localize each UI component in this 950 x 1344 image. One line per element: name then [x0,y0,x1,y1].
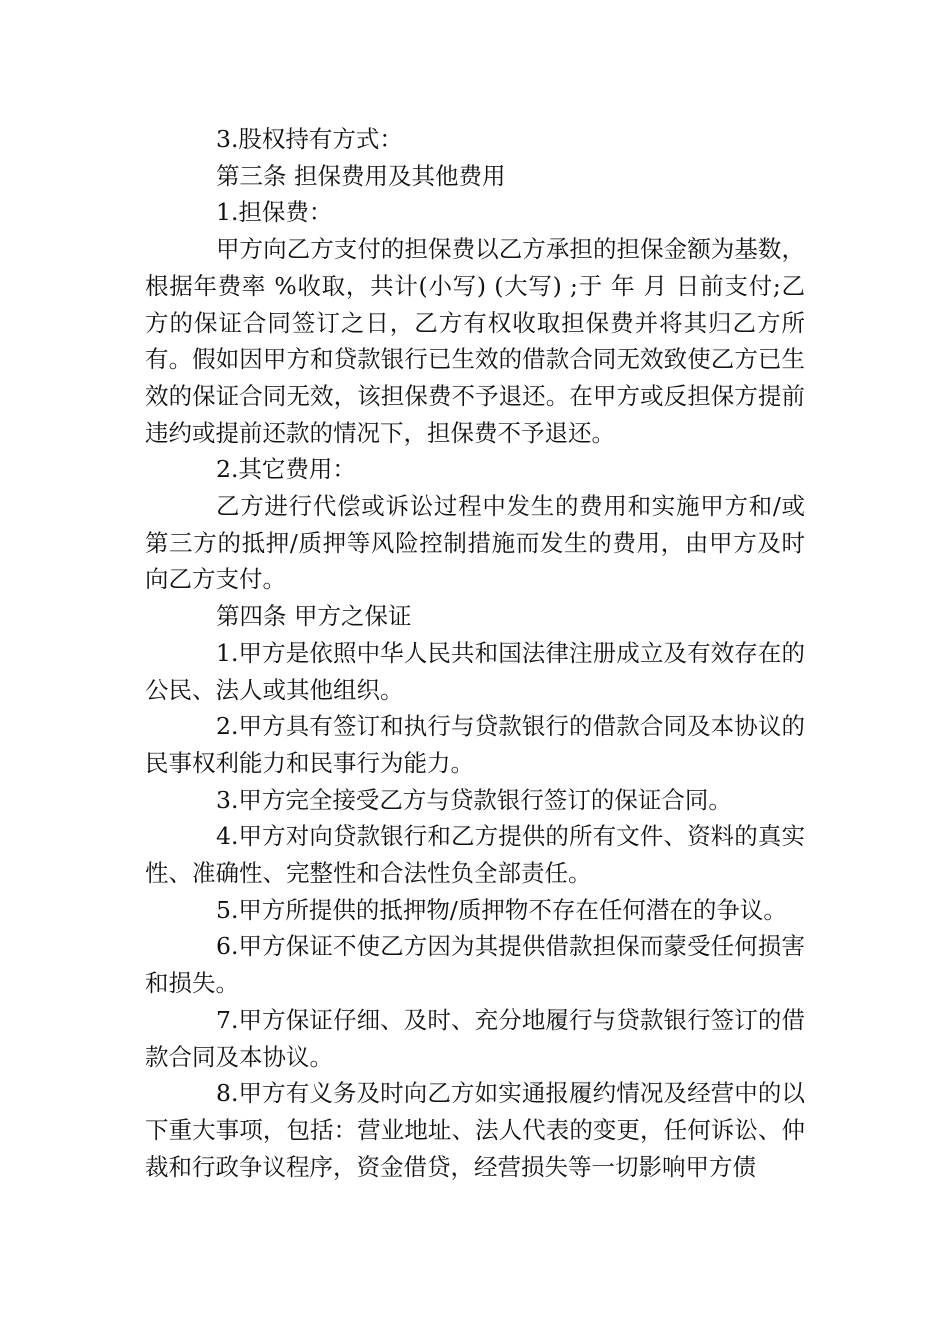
warranty-item-8: 8.甲方有义务及时向乙方如实通报履约情况及经营中的以下重大事项，包括：营业地址、法人代表的变更，任何诉讼、仲裁和行政争议程序，资金借贷，经营损失等一切影响甲方债 [145,1079,805,1181]
guarantee-fee-heading: 1.担保费： [216,198,333,227]
warranty-item-5: 5.甲方所提供的抵押物/质押物不存在任何潜在的争议。 [216,895,787,924]
warranty-item-1: 1.甲方是依照中华人民共和国法律注册成立及有效存在的公民、法人或其他组织。 [145,638,805,704]
guarantee-fee-paragraph: 甲方向乙方支付的担保费以乙方承担的担保金额为基数，根据年费率 %收取，共计(小写) (大写) ;于 年 月 日前支付;乙方的保证合同签订之日，乙方有权收取担保费并将其归乙方所有。假如因甲方和贷款银行已生效的借款合同无效致使乙方已生效的保证合同无效，该担保费不予退还。在甲方或反担保方提前违约或提前还款的情况下，担保费不予退还。 [145,235,805,447]
other-fees-heading: 2.其它费用： [216,455,356,484]
article-4-heading: 第四条 甲方之保证 [216,602,412,631]
warranty-item-7: 7.甲方保证仔细、及时、充分地履行与贷款银行签订的借款合同及本协议。 [145,1005,805,1071]
warranty-item-3: 3.甲方完全接受乙方与贷款银行签订的保证合同。 [216,785,732,814]
document-body [145,121,805,1185]
warranty-item-6: 6.甲方保证不使乙方因为其提供借款担保而蒙受任何损害和损失。 [145,932,805,998]
warranty-item-4: 4.甲方对向贷款银行和乙方提供的所有文件、资料的真实性、准确性、完整性和合法性负全部责任。 [145,822,805,888]
warranty-item-2: 2.甲方具有签订和执行与贷款银行的借款合同及本协议的民事权利能力和民事行为能力。 [145,712,805,777]
other-fees-paragraph: 乙方进行代偿或诉讼过程中发生的费用和实施甲方和/或第三方的抵押/质押等风险控制措施而发生的费用，由甲方及时向乙方支付。 [145,492,805,594]
clause-equity-holding-method: 3.股权持有方式： [216,125,403,153]
article-3-heading: 第三条 担保费用及其他费用 [216,161,506,190]
